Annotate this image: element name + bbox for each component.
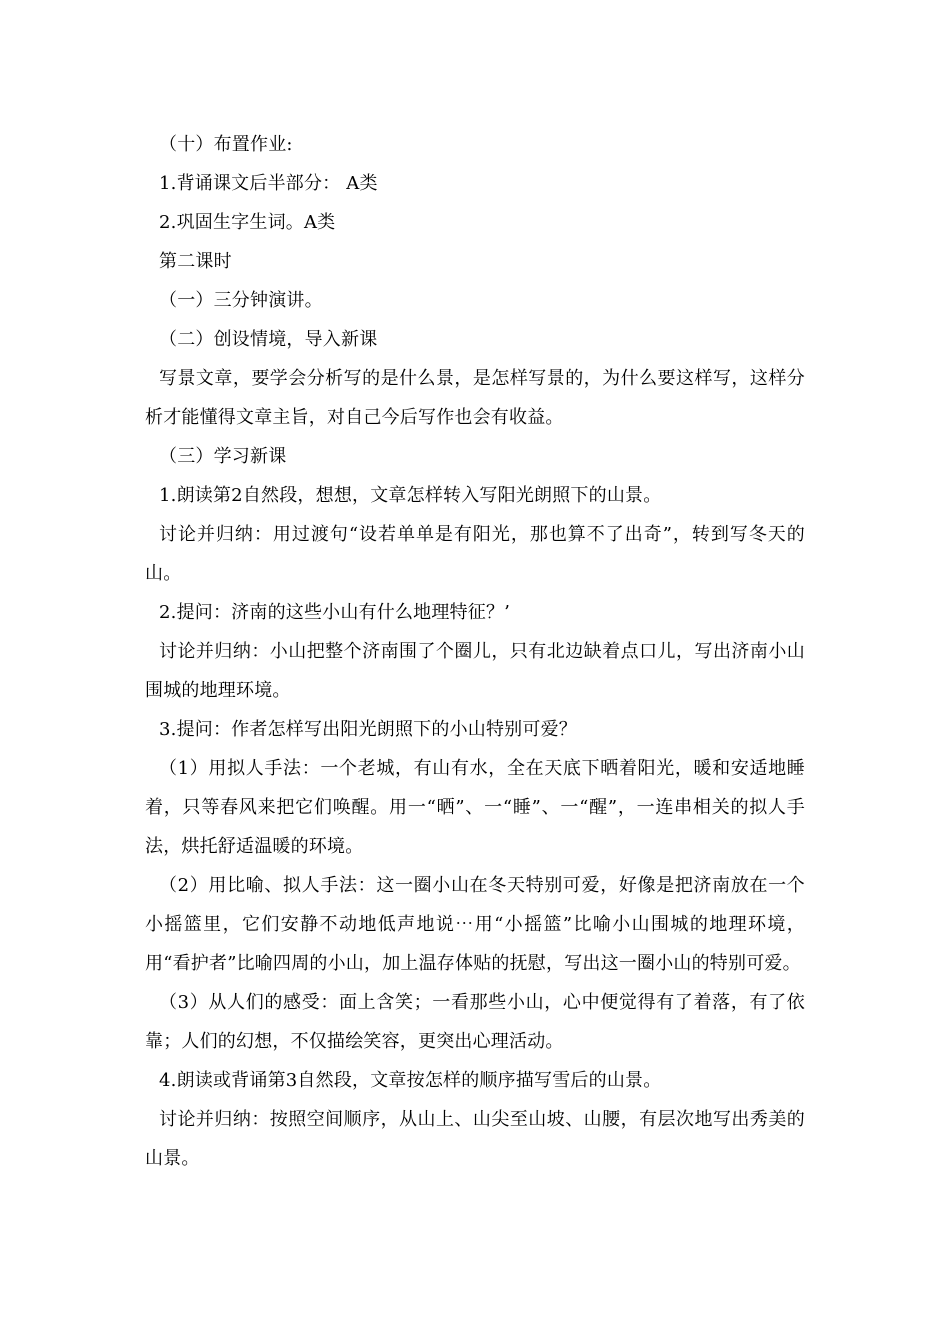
homework-item-1: 1.背诵课文后半部分： A类 — [159, 173, 378, 194]
question-1: 1.朗读第2自然段，想想，文章怎样转入写阳光朗照下的山景。 — [159, 485, 662, 506]
answer-3-point-3: （3）从人们的感受：面上含笑；一看那些小山，心中便觉得有了着落，有了依靠；人们的幻想，不仅描绘笑容，更突出心理活动。 — [145, 992, 805, 1052]
intro-paragraph: 写景文章，要学会分析写的是什么景，是怎样写景的，为什么要这样写，这样分析才能懂得文章主旨，对自己今后写作也会有收益。 — [145, 368, 805, 428]
section-heading-speech: （一）三分钟演讲。 — [159, 290, 323, 311]
question-3: 3.提问：作者怎样写出阳光朗照下的小山特别可爱？ — [159, 719, 577, 740]
answer-1: 讨论并归纳：用过渡句“设若单单是有阳光，那也算不了出奇”，转到写冬天的山。 — [145, 524, 805, 584]
homework-item-2: 2.巩固生字生词。A类 — [159, 212, 336, 233]
answer-2: 讨论并归纳：小山把整个济南围了个圈儿，只有北边缺着点口儿，写出济南小山围城的地理环境。 — [145, 641, 805, 701]
question-4: 4.朗读或背诵第3自然段，文章按怎样的顺序描写雪后的山景。 — [159, 1070, 662, 1091]
answer-4: 讨论并归纳：按照空间顺序，从山上、山尖至山坡、山腰，有层次地写出秀美的山景。 — [145, 1109, 805, 1169]
section-heading-homework: （十）布置作业: — [159, 134, 293, 155]
lesson-heading-second: 第二课时 — [159, 251, 232, 272]
section-heading-intro: （二）创设情境，导入新课 — [159, 329, 378, 350]
answer-3-point-1: （1）用拟人手法：一个老城，有山有水，全在天底下晒着阳光，暖和安适地睡着，只等春风来把它们唤醒。用一“晒”、一“睡”、一“醒”，一连串相关的拟人手法，烘托舒适温暖的环境。 — [145, 758, 805, 857]
answer-3-point-2: （2）用比喻、拟人手法：这一圈小山在冬天特别可爱，好像是把济南放在一个小摇篮里，它们安静不动地低声地说⋯用“小摇篮”比喻小山围城的地理环境，用“看护者”比喻四周的小山，加上温存体贴的抚慰，写出这一圈小山的特别可爱。 — [145, 875, 805, 974]
section-heading-new-lesson: （三）学习新课 — [159, 446, 287, 467]
question-2: 2.提问：济南的这些小山有什么地理特征？’ — [159, 602, 511, 623]
